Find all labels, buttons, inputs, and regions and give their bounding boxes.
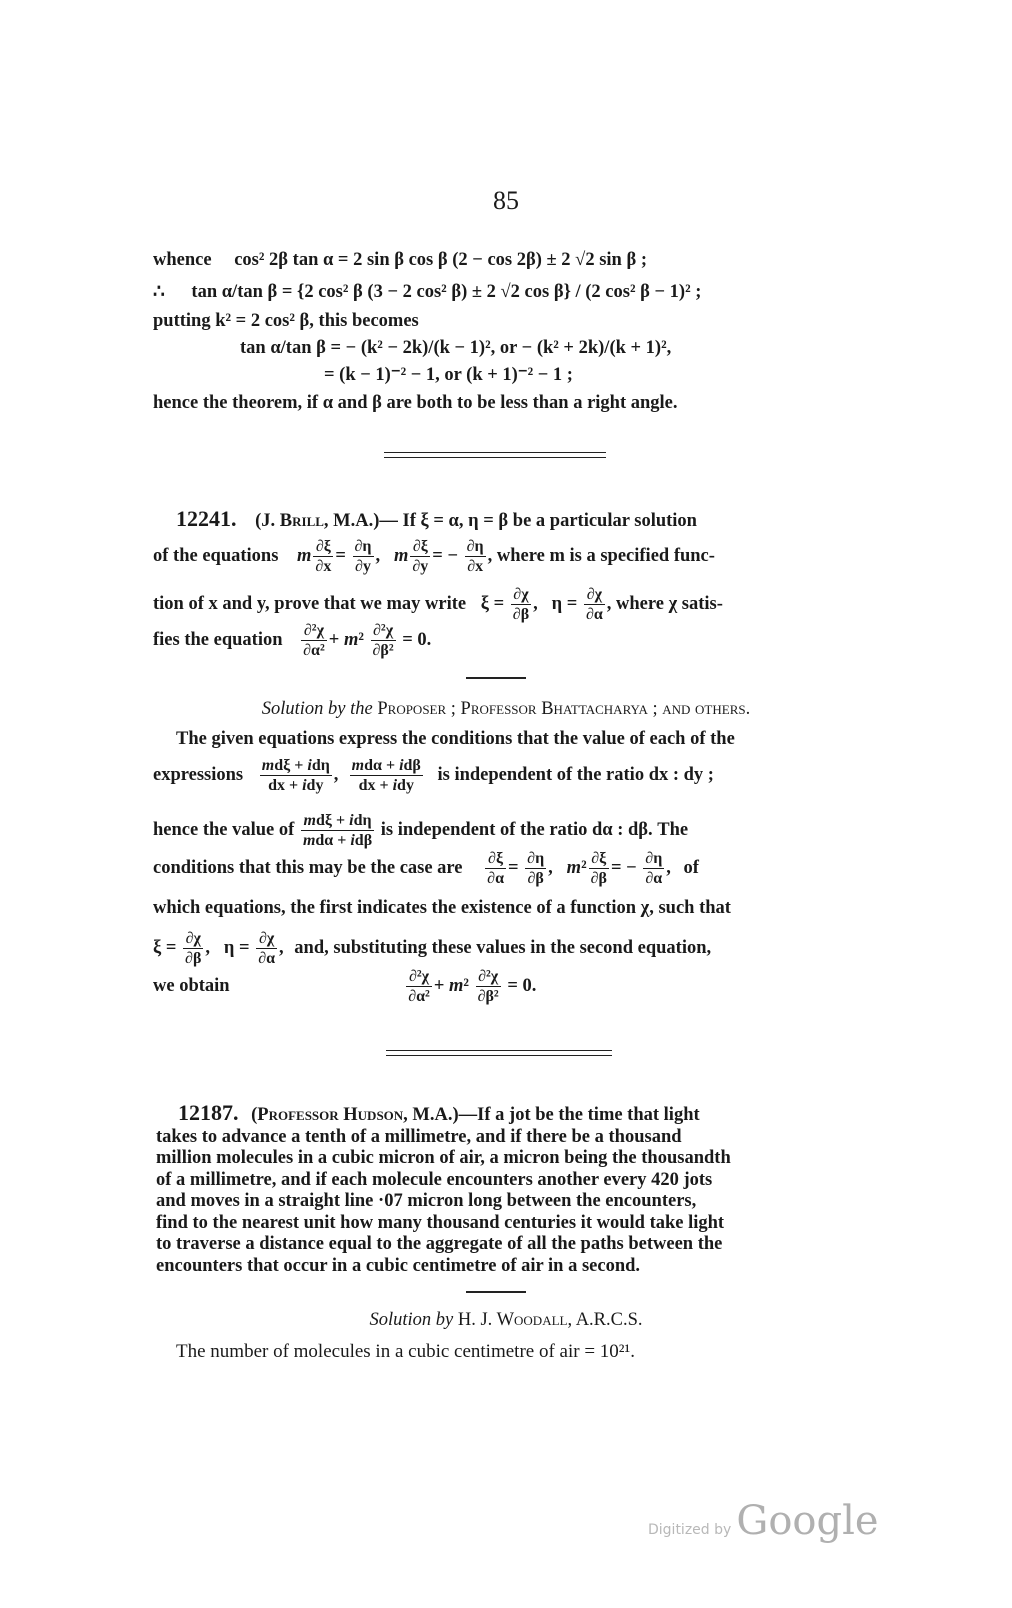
question-line-3-tail: where χ satis- <box>616 593 723 614</box>
solution-12187-line-1: The number of molecules in a cubic centimetre of air = 10²¹. <box>176 1341 635 1362</box>
solution-line-3-lead: hence the value of <box>153 819 295 840</box>
solution-line-4 <box>153 849 699 888</box>
top-line-6: hence the theorem, if α and β are both to be less than a right angle. <box>153 393 678 413</box>
solution-heading-12241 <box>0 699 1012 720</box>
solution-heading-12187 <box>0 1310 1012 1331</box>
section-divider-2b <box>386 1055 612 1056</box>
question-text: If a jot be the time that light <box>477 1105 700 1125</box>
section-divider-1a <box>384 452 606 453</box>
top-line-2-equation: tan α/tan β = {2 cos² β (3 − 2 cos² β) ± 2 √2 cos β} / (2 cos² β − 1)² ; <box>191 282 702 302</box>
question-12241-header <box>176 506 697 532</box>
solution-line-1: The given equations express the conditions that the value of each of the <box>176 729 735 749</box>
ratio-fraction: $\frac{\text{mdξ + idη}}{\text{mdα + idβ}}$ <box>302 812 373 849</box>
solution-by-label: Solution by <box>369 1310 454 1330</box>
top-line-5: = (k − 1)⁻² − 1, or (k + 1)⁻² − 1 ; <box>324 365 573 385</box>
expressions-fractions: $\frac{\text{mdξ + idη}}{\text{dx + idy}}$ , $\frac{\text{mdα + idβ}}{\text{dx + idy}}$ <box>261 757 421 794</box>
top-line-1 <box>153 250 647 271</box>
short-divider-2 <box>466 1291 526 1293</box>
question-line-2 <box>153 537 715 576</box>
equation-pair-1: m $\frac{\partial\xi}{\partial x}$ = $\frac{\partial\eta}{\partial y}$ , m $\frac{\partial\xi}{\partial y}$ = − $\frac{\partial\eta}{\partial x}$ , <box>297 538 497 575</box>
solution-line-6-tail: and, substituting these values in the second equation, <box>294 937 712 958</box>
question-line-4-lead: fies the equation <box>153 629 283 650</box>
question-12187-line-7: to traverse a distance equal to the aggregate of all the paths between the <box>156 1234 723 1254</box>
question-line-4 <box>153 621 431 660</box>
solution-by-label: Solution by the <box>261 699 373 719</box>
top-line-3: putting k² = 2 cos² β, this becomes <box>153 311 419 331</box>
conditions-equations: $\frac{\partial\xi}{\partial\alpha}$ = $\frac{\partial\eta}{\partial\beta}$ , m² $\frac{\partial\xi}{\partial\beta}$ = − $\frac{\partial\eta}{\partial\alpha}$ , <box>487 850 676 887</box>
question-12187-line-5: and moves in a straight line ·07 micron long between the encounters, <box>156 1191 697 1211</box>
google-logo: Google <box>736 1498 879 1544</box>
top-line-1-lead: whence <box>153 250 212 270</box>
solution-line-4-tail: of <box>683 857 699 878</box>
question-12187 <box>156 1102 731 1277</box>
question-author: (J. Brill, M.A.)— <box>255 511 398 531</box>
page-number: 85 <box>493 186 519 215</box>
question-line-3-lead: tion of x and y, prove that we may write <box>153 593 467 614</box>
question-number: 12187. <box>178 1100 239 1125</box>
question-12187-line-3: million molecules in a cubic micron of air, a micron being the thousandth <box>156 1148 731 1168</box>
question-12187-line-8: encounters that occur in a cubic centimetre of air in a second. <box>156 1255 641 1276</box>
short-divider-1 <box>466 677 526 679</box>
equation-xi-eta: ξ = $\frac{\partial\chi}{\partial\beta}$ , η = $\frac{\partial\chi}{\partial\alpha}$ , <box>480 586 617 623</box>
top-line-2 <box>153 281 701 303</box>
question-line-2-tail: where m is a specified func- <box>496 545 715 566</box>
final-equation: $\frac{\text{∂²χ}}{\text{∂α²}}$ + m² $\frac{\text{∂²χ}}{\text{∂β²}}$ <box>408 968 499 1005</box>
question-12187-line-2: takes to advance a tenth of a millimetre, and if there be a thousand <box>156 1126 682 1147</box>
solution-line-7-tail: = 0. <box>507 975 537 996</box>
solution-names: Proposer ; Professor Bhattacharya ; and others. <box>377 699 751 719</box>
question-line-3 <box>153 585 723 624</box>
top-line-4: tan α/tan β = − (k² − 2k)/(k − 1)², or − (k² + 2k)/(k + 1)², <box>240 338 672 358</box>
question-12187-line-4: of a millimetre, and if each molecule encounters another every 420 jots <box>156 1169 713 1190</box>
solution-line-7-lead: we obtain <box>153 975 230 996</box>
therefore-symbol: ∴ <box>153 282 165 302</box>
solution-line-6 <box>153 929 711 968</box>
question-line-2-lead: of the equations <box>153 545 279 566</box>
question-line-1: If ξ = α, η = β be a particular solution <box>402 511 697 531</box>
solution-line-3-tail: is independent of the ratio dα : dβ. The <box>380 819 689 840</box>
equation-chi: $\frac{\text{∂²χ}}{\text{∂α²}}$ + m² $\frac{\text{∂²χ}}{\text{∂β²}}$ <box>303 622 394 659</box>
question-12187-line-6: find to the nearest unit how many thousand centuries it would take light <box>156 1212 725 1233</box>
question-line-4-tail: = 0. <box>402 629 432 650</box>
solution-line-4-lead: conditions that this may be the case are <box>153 857 463 878</box>
section-divider-1b <box>384 457 606 458</box>
solution-name: H. J. Woodall, A.R.C.S. <box>457 1310 643 1330</box>
digitized-by-label: Digitized by <box>648 1522 732 1538</box>
top-line-1-equation: cos² 2β tan α = 2 sin β cos β (2 − cos 2β) ± 2 √2 sin β ; <box>234 250 647 270</box>
solution-line-2-tail: is independent of the ratio dx : dy ; <box>437 764 714 785</box>
question-number: 12241. <box>176 506 237 531</box>
solution-line-2-lead: expressions <box>153 764 244 785</box>
section-divider-2a <box>386 1050 612 1051</box>
solution-line-5: which equations, the first indicates the existence of a function χ, such that <box>153 898 731 918</box>
xi-eta-substitution: ξ = $\frac{\partial\chi}{\partial\beta}$ , η = $\frac{\partial\chi}{\partial\alpha}$ , <box>153 930 289 967</box>
solution-line-7 <box>153 967 536 1006</box>
google-watermark <box>648 1498 879 1544</box>
solution-line-3 <box>153 811 688 850</box>
question-author: (Professor Hudson, M.A.)— <box>251 1105 478 1125</box>
solution-line-2 <box>153 756 714 795</box>
question-12187-line-1 <box>156 1102 731 1127</box>
